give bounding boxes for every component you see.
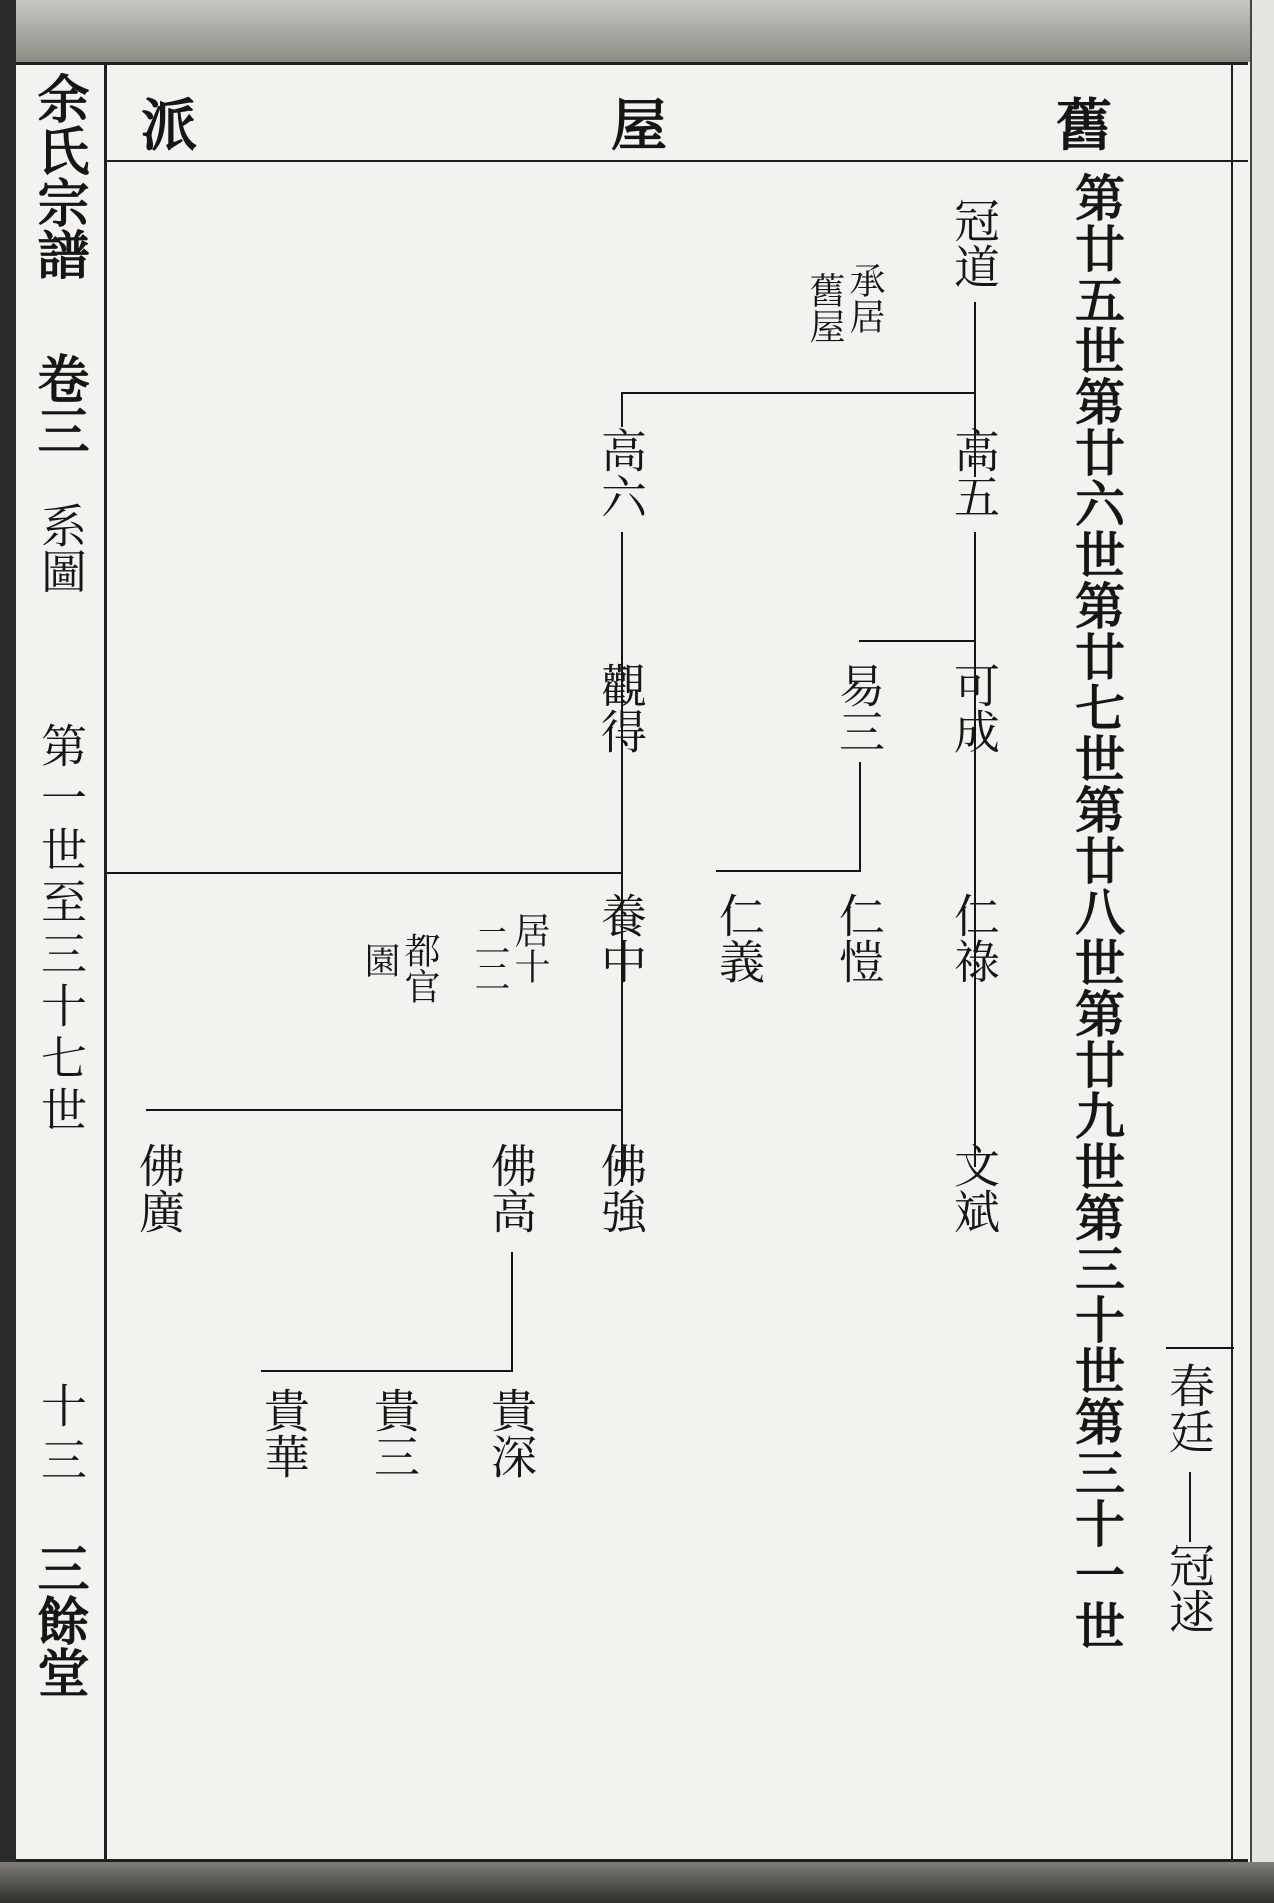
name-guihua: 貴華 bbox=[257, 1387, 311, 1479]
link-gen26-horizontal bbox=[621, 392, 974, 394]
name-guande: 觀得 bbox=[594, 662, 648, 754]
generation-range: 第一世至三十七世 bbox=[34, 722, 88, 1138]
name-fugao: 佛高 bbox=[484, 1142, 538, 1234]
hall-name: 三餘堂 bbox=[28, 1542, 89, 1698]
branch-divider-right bbox=[1166, 1347, 1234, 1349]
generation-column bbox=[1067, 172, 1126, 1651]
top-border bbox=[16, 62, 1248, 65]
name-duguan: 都官 bbox=[399, 932, 440, 1004]
book-title: 余氏宗譜 bbox=[28, 72, 89, 280]
generation-29: 第廿九世 bbox=[1067, 988, 1126, 1192]
name-kecheng: 可成 bbox=[947, 662, 1001, 754]
name-wenbin: 文斌 bbox=[947, 1142, 1001, 1234]
name-yuan: 園 bbox=[359, 942, 400, 978]
generation-28: 第廿八世 bbox=[1067, 784, 1126, 988]
generation-26: 第廿六世 bbox=[1067, 376, 1126, 580]
link-to-renyi bbox=[716, 870, 859, 872]
name-guisan: 貴三 bbox=[367, 1387, 421, 1479]
link-gen29-horizontal bbox=[146, 1109, 623, 1111]
name-gaoliu: 高六 bbox=[594, 427, 648, 519]
link-gen28-horizontal bbox=[107, 872, 623, 874]
generation-31: 第三十一世 bbox=[1067, 1396, 1126, 1651]
name-gaowu: 高五 bbox=[947, 427, 1001, 519]
link-yi-down bbox=[859, 762, 861, 872]
left-margin-border bbox=[104, 62, 107, 1862]
right-inner-border bbox=[1231, 62, 1233, 1862]
volume-label: 卷三 bbox=[28, 352, 89, 456]
name-chunting: 春廷 bbox=[1162, 1362, 1216, 1454]
generation-27: 第廿七世 bbox=[1067, 580, 1126, 784]
name-fuqiang: 佛強 bbox=[594, 1142, 648, 1234]
scan-bottom-edge bbox=[0, 1862, 1274, 1903]
name-renyi: 仁義 bbox=[712, 892, 766, 984]
name-chengju: 承居 bbox=[844, 262, 885, 334]
name-fuguang: 佛廣 bbox=[132, 1142, 186, 1234]
name-guishen: 貴深 bbox=[484, 1387, 538, 1479]
link-gaoliu-down bbox=[621, 532, 623, 1182]
link-chunting-guanyou bbox=[1189, 1472, 1191, 1542]
name-zhishi: 居十 bbox=[509, 912, 550, 984]
bottom-border bbox=[16, 1859, 1248, 1862]
header-char-middle: 屋 bbox=[611, 93, 667, 159]
header-char-left: 派 bbox=[141, 93, 197, 159]
section-label: 系圖 bbox=[34, 502, 88, 594]
link-gaowu-down bbox=[974, 532, 976, 1167]
page-number: 十三 bbox=[34, 1382, 88, 1490]
name-yangzhong: 養中 bbox=[594, 892, 648, 984]
name-renkai: 仁愷 bbox=[832, 892, 886, 984]
name-guanyou: 冠逑 bbox=[1162, 1542, 1216, 1634]
header-char-right: 舊 bbox=[1056, 93, 1112, 159]
name-zhi-a: 二二 bbox=[469, 922, 510, 994]
generation-25: 第廿五世 bbox=[1067, 172, 1126, 376]
genealogy-page bbox=[16, 62, 1248, 1862]
name-yi: 易三 bbox=[832, 662, 886, 754]
scan-right-edge bbox=[1250, 0, 1274, 1903]
name-guandao: 冠道 bbox=[947, 197, 1001, 289]
link-gen30-horizontal bbox=[261, 1370, 513, 1372]
name-renlu: 仁祿 bbox=[947, 892, 1001, 984]
generation-30: 第三十世 bbox=[1067, 1192, 1126, 1396]
link-to-gaoliu bbox=[621, 392, 623, 427]
link-to-yi bbox=[859, 640, 974, 642]
scan-left-edge bbox=[0, 0, 16, 1903]
name-jiuwu: 舊屋 bbox=[804, 272, 845, 344]
link-fugao-down bbox=[511, 1252, 513, 1372]
scan-top-edge bbox=[0, 0, 1274, 62]
